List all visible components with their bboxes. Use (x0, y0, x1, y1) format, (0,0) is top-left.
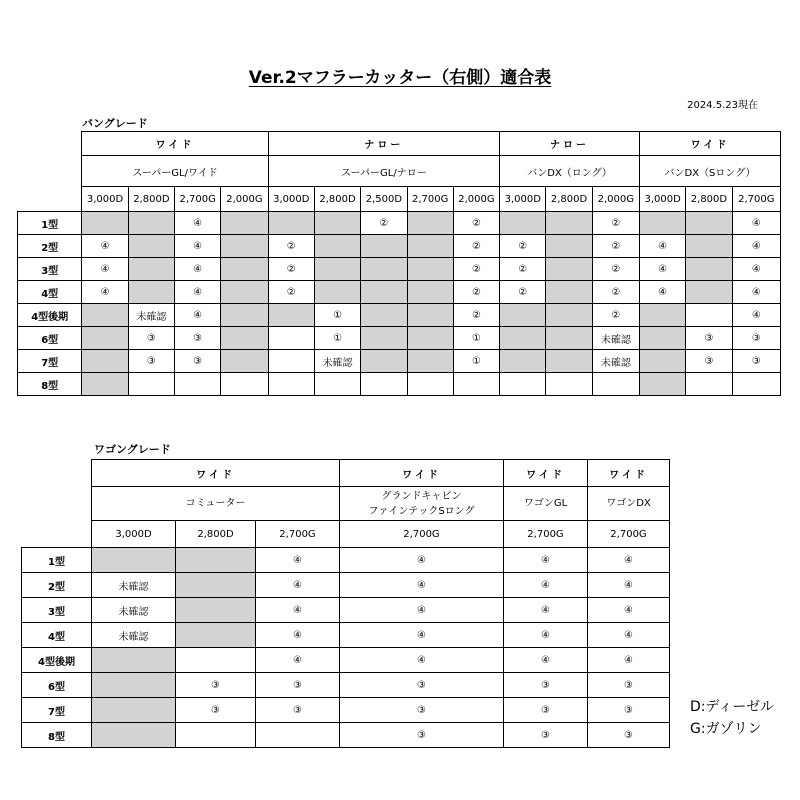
row-label: 1型 (18, 212, 82, 235)
legend-gasoline: G:ガゾリン (690, 721, 762, 737)
fitment-cell: ② (500, 258, 546, 281)
not-applicable-cell (407, 304, 453, 327)
fitment-cell (314, 373, 360, 396)
not-applicable-cell (361, 235, 407, 258)
group-width-header: ナロー (500, 132, 640, 156)
engine-header: 3,000D (268, 187, 314, 212)
model-header: バンDX（ロング） (500, 156, 640, 187)
not-applicable-cell (361, 304, 407, 327)
fitment-cell: ① (453, 350, 499, 373)
table-row (22, 648, 670, 673)
not-applicable-cell (361, 350, 407, 373)
table-row (22, 723, 670, 748)
not-applicable-cell (92, 723, 176, 748)
fitment-cell (175, 373, 221, 396)
fitment-cell: ① (453, 327, 499, 350)
engine-header: 2,700G (407, 187, 453, 212)
fitment-cell: 未確認 (314, 350, 360, 373)
table-row (22, 673, 670, 698)
fitment-cell: ④ (732, 212, 780, 235)
fitment-cell: ④ (175, 258, 221, 281)
fitment-cell: ④ (588, 623, 670, 648)
fitment-cell: ④ (504, 648, 588, 673)
fitment-cell: ② (268, 281, 314, 304)
not-applicable-cell (640, 350, 686, 373)
not-applicable-cell (361, 258, 407, 281)
fitment-cell (453, 373, 499, 396)
fitment-cell: ③ (175, 327, 221, 350)
not-applicable-cell (176, 573, 256, 598)
fitment-cell: ③ (732, 350, 780, 373)
fitment-cell (176, 723, 256, 748)
fitment-cell: 未確認 (592, 350, 639, 373)
fitment-cell: ② (592, 235, 639, 258)
fitment-cell: ④ (175, 235, 221, 258)
fitment-cell (221, 373, 268, 396)
not-applicable-cell (546, 281, 592, 304)
not-applicable-cell (640, 212, 686, 235)
fitment-cell: ③ (340, 698, 504, 723)
fitment-cell (361, 373, 407, 396)
engine-header: 2,700G (504, 521, 588, 548)
fitment-cell: ④ (588, 573, 670, 598)
not-applicable-cell (546, 235, 592, 258)
row-label: 7型 (22, 698, 92, 723)
not-applicable-cell (82, 212, 128, 235)
row-label: 3型 (22, 598, 92, 623)
fitment-cell: ④ (82, 235, 128, 258)
not-applicable-cell (500, 327, 546, 350)
model-header-row (18, 156, 781, 187)
fitment-cell: ④ (588, 598, 670, 623)
fitment-cell: ④ (732, 281, 780, 304)
fitment-cell: 未確認 (128, 304, 174, 327)
fitment-cell (500, 373, 546, 396)
row-label: 2型 (22, 573, 92, 598)
not-applicable-cell (361, 281, 407, 304)
fitment-cell: ③ (686, 327, 732, 350)
fitment-cell: ④ (256, 573, 340, 598)
fitment-cell: ② (500, 235, 546, 258)
not-applicable-cell (82, 350, 128, 373)
model-header-line: コミューター (185, 498, 246, 509)
not-applicable-cell (268, 212, 314, 235)
fitment-cell: ④ (82, 281, 128, 304)
group-width-header: ワイド (340, 460, 504, 487)
group-width-header: ワイド (504, 460, 588, 487)
fitment-cell (546, 373, 592, 396)
not-applicable-cell (221, 304, 268, 327)
van-grade-label: バングレード (82, 117, 148, 130)
not-applicable-cell (640, 327, 686, 350)
fitment-cell: ② (453, 281, 499, 304)
engine-header: 3,000D (92, 521, 176, 548)
group-width-header: ワイド (588, 460, 670, 487)
model-header (92, 487, 340, 521)
fitment-cell: ② (592, 304, 639, 327)
model-header-line: ワゴンGL (523, 498, 568, 509)
fitment-cell (128, 373, 174, 396)
van-grade-table (17, 131, 781, 396)
fitment-cell: ④ (340, 623, 504, 648)
not-applicable-cell (314, 235, 360, 258)
fitment-cell: ② (592, 212, 639, 235)
fitment-cell: ④ (640, 281, 686, 304)
row-label: 8型 (22, 723, 92, 748)
fitment-cell: ③ (176, 698, 256, 723)
fitment-cell: ④ (504, 623, 588, 648)
fitment-cell: 未確認 (592, 327, 639, 350)
table-row (18, 327, 781, 350)
fitment-cell: ④ (175, 281, 221, 304)
table-row (22, 598, 670, 623)
fitment-cell (407, 373, 453, 396)
not-applicable-cell (500, 304, 546, 327)
engine-header: 2,800D (176, 521, 256, 548)
fitment-cell: ③ (504, 698, 588, 723)
not-applicable-cell (500, 350, 546, 373)
model-header-line: グランドキャビン (381, 490, 462, 502)
fitment-cell: ④ (504, 548, 588, 573)
not-applicable-cell (92, 548, 176, 573)
engine-header: 3,000D (640, 187, 686, 212)
legend-diesel: D:ディーゼル (690, 699, 775, 715)
engine-header: 2,800D (128, 187, 174, 212)
row-label: 7型 (18, 350, 82, 373)
fitment-cell: ② (268, 258, 314, 281)
table-row (22, 573, 670, 598)
corner-blank (18, 187, 82, 212)
not-applicable-cell (407, 350, 453, 373)
fitment-cell: ④ (732, 258, 780, 281)
fitment-cell: ③ (175, 350, 221, 373)
fitment-cell (686, 304, 732, 327)
not-applicable-cell (128, 281, 174, 304)
fitment-cell: ③ (256, 673, 340, 698)
not-applicable-cell (82, 304, 128, 327)
row-label: 4型後期 (22, 648, 92, 673)
fitment-cell: 未確認 (92, 573, 176, 598)
wagon-grade-label: ワゴングレード (94, 443, 171, 456)
fitment-cell: ② (268, 235, 314, 258)
not-applicable-cell (640, 373, 686, 396)
engine-header: 2,800D (686, 187, 732, 212)
fitment-cell: ④ (340, 573, 504, 598)
fitment-cell: ④ (256, 623, 340, 648)
fitment-cell: ② (592, 281, 639, 304)
model-header (340, 487, 504, 521)
not-applicable-cell (92, 698, 176, 723)
not-applicable-cell (686, 235, 732, 258)
fitment-cell: ④ (175, 304, 221, 327)
fitment-cell: ③ (176, 673, 256, 698)
not-applicable-cell (314, 212, 360, 235)
group-header-row (22, 460, 670, 487)
fitment-cell: ② (592, 258, 639, 281)
group-width-header: ワイド (92, 460, 340, 487)
not-applicable-cell (128, 258, 174, 281)
not-applicable-cell (407, 281, 453, 304)
fitment-cell: ③ (686, 350, 732, 373)
row-label: 6型 (22, 673, 92, 698)
fitment-cell: ④ (256, 548, 340, 573)
engine-header-row (22, 521, 670, 548)
fitment-cell: ④ (340, 648, 504, 673)
page-title: Ver.2マフラーカッター（右側）適合表 (248, 68, 552, 88)
fitment-cell (268, 373, 314, 396)
corner-blank (18, 156, 82, 187)
model-header-line: ファインテックSロング (368, 505, 475, 517)
fitment-cell: ④ (82, 258, 128, 281)
fitment-cell: ② (453, 212, 499, 235)
not-applicable-cell (546, 304, 592, 327)
fitment-cell: 未確認 (92, 623, 176, 648)
fitment-cell: ④ (640, 258, 686, 281)
group-width-header: ワイド (640, 132, 781, 156)
fitment-cell: ④ (340, 548, 504, 573)
fitment-cell: ④ (588, 648, 670, 673)
fitment-cell: ③ (504, 673, 588, 698)
not-applicable-cell (686, 258, 732, 281)
not-applicable-cell (314, 258, 360, 281)
engine-header: 3,000D (82, 187, 128, 212)
table-row (18, 235, 781, 258)
fitment-cell (268, 327, 314, 350)
fitment-cell: ④ (640, 235, 686, 258)
table-row (18, 350, 781, 373)
fitment-cell (592, 373, 639, 396)
fitment-cell (176, 648, 256, 673)
table-row (18, 258, 781, 281)
engine-header: 2,700G (340, 521, 504, 548)
fitment-cell: ② (453, 235, 499, 258)
fitment-cell: ① (314, 327, 360, 350)
fitment-cell: ② (500, 281, 546, 304)
table-row (18, 304, 781, 327)
engine-header: 2,700G (732, 187, 780, 212)
not-applicable-cell (82, 327, 128, 350)
fitment-cell: ④ (256, 648, 340, 673)
not-applicable-cell (686, 212, 732, 235)
not-applicable-cell (221, 327, 268, 350)
not-applicable-cell (268, 304, 314, 327)
engine-header: 2,700G (175, 187, 221, 212)
model-header: バンDX（Sロング） (640, 156, 781, 187)
table-row (22, 623, 670, 648)
not-applicable-cell (407, 327, 453, 350)
as-of-date: 2024.5.23現在 (687, 100, 758, 111)
not-applicable-cell (546, 350, 592, 373)
fitment-cell: ② (361, 212, 407, 235)
fitment-cell: ④ (340, 598, 504, 623)
model-header (504, 487, 588, 521)
engine-header: 2,700G (256, 521, 340, 548)
not-applicable-cell (640, 304, 686, 327)
model-header (588, 487, 670, 521)
not-applicable-cell (128, 212, 174, 235)
fitment-cell (256, 723, 340, 748)
engine-header: 3,000D (500, 187, 546, 212)
fitment-cell: ③ (588, 723, 670, 748)
row-label: 1型 (22, 548, 92, 573)
engine-header: 2,000G (221, 187, 268, 212)
not-applicable-cell (221, 258, 268, 281)
fitment-cell (732, 373, 780, 396)
fitment-cell: ④ (504, 573, 588, 598)
not-applicable-cell (176, 548, 256, 573)
table-row (22, 698, 670, 723)
group-header-row (18, 132, 781, 156)
engine-header: 2,500D (361, 187, 407, 212)
not-applicable-cell (221, 212, 268, 235)
not-applicable-cell (176, 623, 256, 648)
row-label: 2型 (18, 235, 82, 258)
fitment-cell: ③ (588, 673, 670, 698)
not-applicable-cell (221, 235, 268, 258)
wagon-grade-table (21, 459, 670, 748)
engine-header-row (18, 187, 781, 212)
fitment-cell: ③ (504, 723, 588, 748)
fitment-cell: ④ (504, 598, 588, 623)
fitment-cell: ④ (732, 235, 780, 258)
row-label: 6型 (18, 327, 82, 350)
fitment-cell: ③ (340, 723, 504, 748)
fitment-cell: ③ (128, 327, 174, 350)
corner-blank (22, 487, 92, 521)
corner-blank (22, 460, 92, 487)
not-applicable-cell (407, 235, 453, 258)
row-label: 4型 (22, 623, 92, 648)
table-row (18, 212, 781, 235)
row-label: 8型 (18, 373, 82, 396)
table-row (18, 373, 781, 396)
fitment-cell: ② (453, 258, 499, 281)
fitment-cell (268, 350, 314, 373)
fitment-cell: ④ (732, 304, 780, 327)
fitment-cell: ③ (732, 327, 780, 350)
not-applicable-cell (221, 281, 268, 304)
model-header: スーパーGL/ワイド (82, 156, 268, 187)
group-width-header: ナロー (268, 132, 499, 156)
engine-header: 2,700G (588, 521, 670, 548)
not-applicable-cell (361, 327, 407, 350)
not-applicable-cell (500, 212, 546, 235)
fitment-cell: ① (314, 304, 360, 327)
fitment-cell: ③ (256, 698, 340, 723)
not-applicable-cell (82, 373, 128, 396)
group-width-header: ワイド (82, 132, 268, 156)
model-header-row (22, 487, 670, 521)
engine-header: 2,000G (592, 187, 639, 212)
engine-header: 2,800D (546, 187, 592, 212)
not-applicable-cell (176, 598, 256, 623)
fitment-cell: ④ (175, 212, 221, 235)
not-applicable-cell (407, 212, 453, 235)
fitment-cell: ④ (588, 548, 670, 573)
model-header-line: ワゴンDX (606, 498, 651, 509)
corner-blank (22, 521, 92, 548)
row-label: 3型 (18, 258, 82, 281)
not-applicable-cell (546, 258, 592, 281)
engine-header: 2,800D (314, 187, 360, 212)
row-label: 4型 (18, 281, 82, 304)
table-row (18, 281, 781, 304)
not-applicable-cell (221, 350, 268, 373)
fitment-cell: ③ (128, 350, 174, 373)
fitment-cell: 未確認 (92, 598, 176, 623)
model-header: スーパーGL/ナロー (268, 156, 499, 187)
not-applicable-cell (92, 648, 176, 673)
fitment-cell (686, 373, 732, 396)
not-applicable-cell (92, 673, 176, 698)
row-label: 4型後期 (18, 304, 82, 327)
fitment-cell: ④ (256, 598, 340, 623)
not-applicable-cell (686, 281, 732, 304)
not-applicable-cell (546, 212, 592, 235)
corner-blank (18, 132, 82, 156)
not-applicable-cell (546, 327, 592, 350)
engine-header: 2,000G (453, 187, 499, 212)
table-row (22, 548, 670, 573)
not-applicable-cell (407, 258, 453, 281)
not-applicable-cell (128, 235, 174, 258)
fitment-cell: ③ (340, 673, 504, 698)
fitment-cell: ② (453, 304, 499, 327)
fitment-cell: ③ (588, 698, 670, 723)
not-applicable-cell (314, 281, 360, 304)
